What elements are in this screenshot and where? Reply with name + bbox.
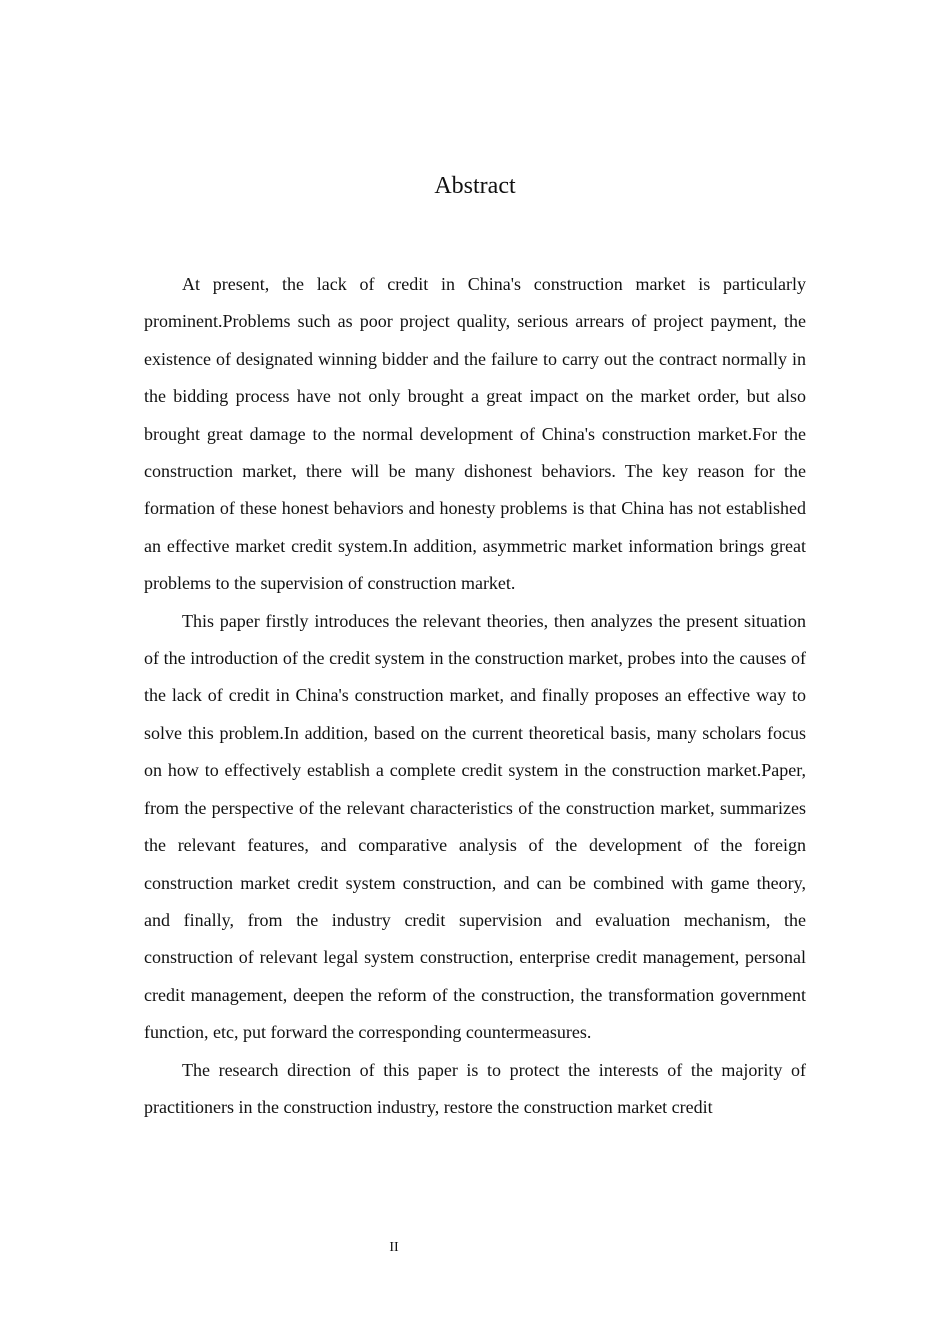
page-title: Abstract xyxy=(434,173,516,199)
abstract-paragraph-2: This paper firstly introduces the relevant theories, then analyzes the present situation of the introduction of the credit system in the construction market, probes into the causes of the lack of credit in China's construction market, and finally proposes an effective way to solve this problem.In addition, based on the current theoretical basis, many scholars focus on how to effectively establish a complete credit system in the construction market.Paper, from the perspective of the relevant characteristics of the construction market, summarizes the relevant features, and comparative analysis of the development of the foreign construction market credit system construction, and can be combined with game theory, and finally, from the industry credit supervision and evaluation mechanism, the construction of relevant legal system construction, enterprise credit management, personal credit management, deepen the reform of the construction, the transformation government function, etc, put forward the corresponding countermeasures. xyxy=(144,610,806,1043)
abstract-body xyxy=(144,266,806,1126)
page-number: II xyxy=(389,1240,399,1255)
abstract-paragraph-1: At present, the lack of credit in China's construction market is particularly prominent.Problems such as poor project quality, serious arrears of project payment, the existence of designated winning bidder and the failure to carry out the contract normally in the bidding process have not only brought a great impact on the market order, but also brought great damage to the normal development of China's construction market.For the construction market, there will be many dishonest behaviors. The key reason for the formation of these honest behaviors and honesty problems is that China has not established an effective market credit system.In addition, asymmetric market information brings great problems to the supervision of construction market. xyxy=(144,274,806,594)
abstract-paragraph-3: The research direction of this paper is to protect the interests of the majority of practitioners in the construction industry, restore the construction market credit xyxy=(144,1059,806,1117)
